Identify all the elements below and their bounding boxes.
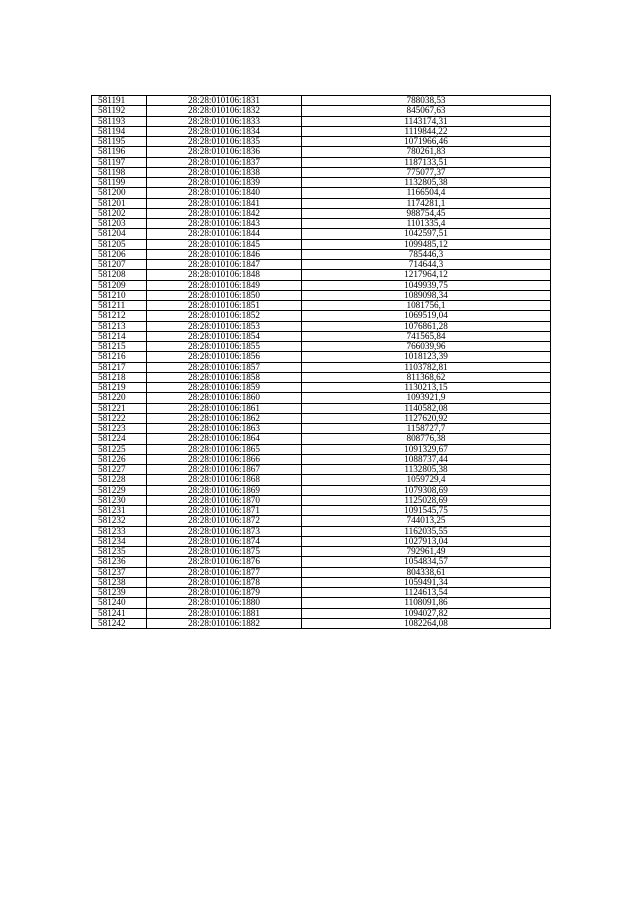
cadastral-number-cell: 28:28:010106:1882 [147,618,302,628]
value-cell: 1076861,28 [302,321,551,331]
cadastral-number-cell: 28:28:010106:1855 [147,342,302,352]
cadastral-number-cell: 28:28:010106:1837 [147,157,302,167]
table-row [92,290,551,300]
row-id-cell: 581223 [92,424,147,434]
cadastral-number-cell: 28:28:010106:1851 [147,301,302,311]
cadastral-number-cell: 28:28:010106:1831 [147,96,302,106]
cadastral-value-table [91,95,551,629]
table-row [92,219,551,229]
row-id-cell: 581212 [92,311,147,321]
value-cell: 804338,61 [302,567,551,577]
row-id-cell: 581217 [92,362,147,372]
table-row [92,239,551,249]
row-id-cell: 581192 [92,106,147,116]
table-row [92,270,551,280]
row-id-cell: 581222 [92,413,147,423]
value-cell: 1018123,39 [302,352,551,362]
row-id-cell: 581207 [92,260,147,270]
cadastral-number-cell: 28:28:010106:1852 [147,311,302,321]
value-cell: 1119844,22 [302,126,551,136]
cadastral-number-cell: 28:28:010106:1834 [147,126,302,136]
value-cell: 1132805,38 [302,465,551,475]
table-row [92,249,551,259]
value-cell: 1059491,34 [302,577,551,587]
cadastral-number-cell: 28:28:010106:1870 [147,495,302,505]
row-id-cell: 581231 [92,506,147,516]
value-cell: 1059729,4 [302,475,551,485]
row-id-cell: 581239 [92,588,147,598]
cadastral-number-cell: 28:28:010106:1858 [147,372,302,382]
table-row [92,280,551,290]
value-cell: 1125028,69 [302,495,551,505]
cadastral-number-cell: 28:28:010106:1880 [147,598,302,608]
row-id-cell: 581215 [92,342,147,352]
value-cell: 1158727,7 [302,424,551,434]
cadastral-number-cell: 28:28:010106:1848 [147,270,302,280]
row-id-cell: 581193 [92,116,147,126]
value-cell: 744013,25 [302,516,551,526]
table-row [92,96,551,106]
row-id-cell: 581203 [92,219,147,229]
value-cell: 988754,45 [302,208,551,218]
table-row [92,331,551,341]
row-id-cell: 581208 [92,270,147,280]
value-cell: 845067,63 [302,106,551,116]
table-row [92,598,551,608]
value-cell: 1042597,51 [302,229,551,239]
row-id-cell: 581205 [92,239,147,249]
row-id-cell: 581210 [92,290,147,300]
row-id-cell: 581225 [92,444,147,454]
cadastral-number-cell: 28:28:010106:1833 [147,116,302,126]
row-id-cell: 581219 [92,383,147,393]
value-cell: 1130213,15 [302,383,551,393]
value-cell: 811368,62 [302,372,551,382]
table-row [92,311,551,321]
value-cell: 1124613,54 [302,588,551,598]
row-id-cell: 581214 [92,331,147,341]
row-id-cell: 581233 [92,526,147,536]
value-cell: 1132805,38 [302,178,551,188]
row-id-cell: 581240 [92,598,147,608]
row-id-cell: 581213 [92,321,147,331]
row-id-cell: 581202 [92,208,147,218]
value-cell: 1127620,92 [302,413,551,423]
cadastral-number-cell: 28:28:010106:1832 [147,106,302,116]
table-row [92,167,551,177]
table-row [92,116,551,126]
value-cell: 1103782,81 [302,362,551,372]
value-cell: 1140582,08 [302,403,551,413]
cadastral-number-cell: 28:28:010106:1853 [147,321,302,331]
value-cell: 1054834,57 [302,557,551,567]
row-id-cell: 581199 [92,178,147,188]
cadastral-number-cell: 28:28:010106:1857 [147,362,302,372]
row-id-cell: 581198 [92,167,147,177]
row-id-cell: 581211 [92,301,147,311]
table-row [92,536,551,546]
cadastral-number-cell: 28:28:010106:1864 [147,434,302,444]
cadastral-number-cell: 28:28:010106:1850 [147,290,302,300]
row-id-cell: 581238 [92,577,147,587]
value-cell: 1143174,31 [302,116,551,126]
table-row [92,475,551,485]
cadastral-number-cell: 28:28:010106:1878 [147,577,302,587]
row-id-cell: 581228 [92,475,147,485]
row-id-cell: 581218 [92,372,147,382]
cadastral-number-cell: 28:28:010106:1863 [147,424,302,434]
table-row [92,137,551,147]
row-id-cell: 581216 [92,352,147,362]
value-cell: 1101335,4 [302,219,551,229]
table-row [92,506,551,516]
cadastral-number-cell: 28:28:010106:1838 [147,167,302,177]
row-id-cell: 581201 [92,198,147,208]
cadastral-number-cell: 28:28:010106:1835 [147,137,302,147]
row-id-cell: 581194 [92,126,147,136]
row-id-cell: 581191 [92,96,147,106]
cadastral-number-cell: 28:28:010106:1840 [147,188,302,198]
table-row [92,393,551,403]
table-row [92,157,551,167]
value-cell: 792961,49 [302,547,551,557]
cadastral-number-cell: 28:28:010106:1874 [147,536,302,546]
table-row [92,126,551,136]
table-row [92,352,551,362]
value-cell: 714644,3 [302,260,551,270]
cadastral-number-cell: 28:28:010106:1879 [147,588,302,598]
value-cell: 1071966,46 [302,137,551,147]
cadastral-number-cell: 28:28:010106:1867 [147,465,302,475]
value-cell: 1082264,08 [302,618,551,628]
row-id-cell: 581224 [92,434,147,444]
cadastral-number-cell: 28:28:010106:1844 [147,229,302,239]
table-row [92,547,551,557]
value-cell: 1069519,04 [302,311,551,321]
cadastral-number-cell: 28:28:010106:1876 [147,557,302,567]
table-row [92,260,551,270]
cadastral-number-cell: 28:28:010106:1839 [147,178,302,188]
cadastral-number-cell: 28:28:010106:1843 [147,219,302,229]
value-cell: 1091329,67 [302,444,551,454]
value-cell: 780261,83 [302,147,551,157]
table-row [92,413,551,423]
row-id-cell: 581206 [92,249,147,259]
cadastral-number-cell: 28:28:010106:1859 [147,383,302,393]
table-row [92,526,551,536]
value-cell: 1187133,51 [302,157,551,167]
table-row [92,229,551,239]
value-cell: 775077,37 [302,167,551,177]
row-id-cell: 581220 [92,393,147,403]
value-cell: 1166504,4 [302,188,551,198]
table-row [92,321,551,331]
table-row [92,188,551,198]
table-row [92,495,551,505]
value-cell: 1027913,04 [302,536,551,546]
table-row [92,106,551,116]
row-id-cell: 581230 [92,495,147,505]
table-row [92,362,551,372]
cadastral-number-cell: 28:28:010106:1866 [147,454,302,464]
value-cell: 788038,53 [302,96,551,106]
cadastral-number-cell: 28:28:010106:1872 [147,516,302,526]
table-row [92,608,551,618]
table-row [92,557,551,567]
row-id-cell: 581221 [92,403,147,413]
cadastral-number-cell: 28:28:010106:1871 [147,506,302,516]
value-cell: 741565,84 [302,331,551,341]
table-row [92,465,551,475]
table-row [92,577,551,587]
table-row [92,178,551,188]
table-row [92,383,551,393]
value-cell: 785446,3 [302,249,551,259]
cadastral-number-cell: 28:28:010106:1873 [147,526,302,536]
value-cell: 1174281,1 [302,198,551,208]
value-cell: 1093921,9 [302,393,551,403]
row-id-cell: 581204 [92,229,147,239]
cadastral-number-cell: 28:28:010106:1875 [147,547,302,557]
row-id-cell: 581232 [92,516,147,526]
table-row [92,516,551,526]
value-cell: 1217964,12 [302,270,551,280]
cadastral-number-cell: 28:28:010106:1849 [147,280,302,290]
cadastral-number-cell: 28:28:010106:1860 [147,393,302,403]
value-cell: 1089098,34 [302,290,551,300]
cadastral-number-cell: 28:28:010106:1841 [147,198,302,208]
table-row [92,567,551,577]
row-id-cell: 581237 [92,567,147,577]
value-cell: 766039,96 [302,342,551,352]
row-id-cell: 581229 [92,485,147,495]
cadastral-number-cell: 28:28:010106:1881 [147,608,302,618]
cadastral-number-cell: 28:28:010106:1845 [147,239,302,249]
row-id-cell: 581226 [92,454,147,464]
row-id-cell: 581197 [92,157,147,167]
value-cell: 808776,38 [302,434,551,444]
row-id-cell: 581235 [92,547,147,557]
cadastral-number-cell: 28:28:010106:1865 [147,444,302,454]
cadastral-number-cell: 28:28:010106:1869 [147,485,302,495]
row-id-cell: 581200 [92,188,147,198]
row-id-cell: 581195 [92,137,147,147]
value-cell: 1099485,12 [302,239,551,249]
value-cell: 1094027,82 [302,608,551,618]
table-row [92,147,551,157]
cadastral-number-cell: 28:28:010106:1862 [147,413,302,423]
cadastral-number-cell: 28:28:010106:1842 [147,208,302,218]
table-row [92,485,551,495]
table-row [92,454,551,464]
cadastral-number-cell: 28:28:010106:1877 [147,567,302,577]
table-body [92,96,551,629]
table-row [92,444,551,454]
table-row [92,372,551,382]
value-cell: 1108091,86 [302,598,551,608]
row-id-cell: 581234 [92,536,147,546]
cadastral-number-cell: 28:28:010106:1836 [147,147,302,157]
value-cell: 1091545,75 [302,506,551,516]
cadastral-number-cell: 28:28:010106:1846 [147,249,302,259]
row-id-cell: 581241 [92,608,147,618]
row-id-cell: 581209 [92,280,147,290]
row-id-cell: 581227 [92,465,147,475]
cadastral-number-cell: 28:28:010106:1868 [147,475,302,485]
value-cell: 1079308,69 [302,485,551,495]
table-row [92,434,551,444]
table-row [92,588,551,598]
row-id-cell: 581236 [92,557,147,567]
table-row [92,301,551,311]
table-row [92,208,551,218]
table-row [92,342,551,352]
value-cell: 1081756,1 [302,301,551,311]
cadastral-number-cell: 28:28:010106:1856 [147,352,302,362]
cadastral-number-cell: 28:28:010106:1847 [147,260,302,270]
cadastral-number-cell: 28:28:010106:1861 [147,403,302,413]
table-row [92,424,551,434]
cadastral-number-cell: 28:28:010106:1854 [147,331,302,341]
value-cell: 1088737,44 [302,454,551,464]
value-cell: 1049939,75 [302,280,551,290]
table-row [92,403,551,413]
table-row [92,618,551,628]
value-cell: 1162035,55 [302,526,551,536]
row-id-cell: 581242 [92,618,147,628]
row-id-cell: 581196 [92,147,147,157]
table-row [92,198,551,208]
